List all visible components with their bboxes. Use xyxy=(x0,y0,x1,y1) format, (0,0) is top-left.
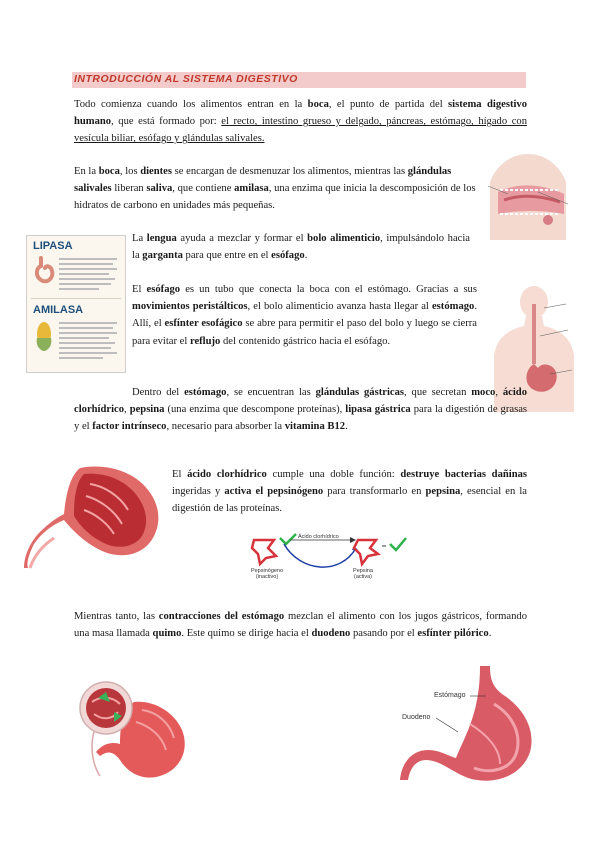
chyme-paragraph: Mientras tanto, las contracciones del estómago mezclan el alimento con los jugos gástricos, formando una masa llamada quimo. Este quimo se dirige hacia el duodeno pasando por el esfínter pilórico. xyxy=(74,611,528,640)
acid-label: Ácido clorhídrico xyxy=(298,534,339,540)
stomach-cutaway-illustration xyxy=(24,464,164,572)
stomach-icon xyxy=(33,256,55,284)
tongue-paragraph: La lengua ayuda a mezclar y formar el bolo alimenticio, impulsándolo hacia la garganta para que entre en el esófago. xyxy=(132,233,471,262)
pepsin-activation-diagram xyxy=(250,532,410,582)
stomach-paragraph: Dentro del estómago, se encuentran las glándulas gástricas, que secretan moco, ácido clorhídrico, pepsina (una enzima que descompone proteínas), lipasa gástrica para la digestión de grasas y el factor intrínseco, necesario para absorber la vitamina B12. xyxy=(74,387,528,433)
stomach-label: Estómago xyxy=(434,692,466,699)
amilasa-heading: AMILASA xyxy=(33,304,84,316)
pepsinogen-shape xyxy=(252,540,276,564)
enzymes-card xyxy=(26,235,126,373)
duodenum-label: Duodeno xyxy=(402,714,431,721)
pepsin-label: Pepsina (activa) xyxy=(353,568,373,580)
check-icon-2 xyxy=(390,538,406,550)
pepsin-shape xyxy=(354,540,378,564)
pepsinogen-label: Pepsinógeno (inactivo) xyxy=(250,568,284,580)
organs-list: el recto, intestino grueso y delgado, páncreas, estómago, hígado con vesícula biliar, esófago y glándulas salivales. xyxy=(74,116,527,145)
acid-paragraph: El ácido clorhídrico cumple una doble función: destruye bacterias dañinas ingeridas y activa el pepsinógeno para transformarlo en pepsina, esencial en la digestión de las proteínas. xyxy=(172,469,528,515)
mouth-illustration xyxy=(488,152,568,242)
page-title: INTRODUCCIÓN AL SISTEMA DIGESTIVO xyxy=(74,73,298,85)
check-icon xyxy=(280,534,296,544)
lipasa-heading: LIPASA xyxy=(33,240,73,252)
intro-paragraph: Todo comienza cuando los alimentos entran en la boca, el punto de partida del sistema digestivo humano, que está formado por: el recto, intestino grueso y delgado, páncreas, estómago, hígado con vesícula biliar, esófago y glándulas salivales. xyxy=(74,99,528,145)
stomach-duodenum-illustration xyxy=(396,664,546,792)
corn-icon xyxy=(33,320,55,352)
esophagus-paragraph: El esófago es un tubo que conecta la boca con el estómago. Gracias a sus movimientos peristálticos, el bolo alimenticio avanza hasta llegar al estómago. Allí, el esfínter esofágico se abre para permitir el paso del bolo y luego se cierra para evitar el reflujo del contenido gástrico hacia el esófago. xyxy=(132,284,478,347)
mouth-paragraph: En la boca, los dientes se encargan de desmenuzar los alimentos, mientras las glándulas salivales liberan saliva, que contiene amilasa, una enzima que inicia la descomposición de los hidratos de carbono en unidades más pequeñas. xyxy=(74,166,476,212)
pyloric-sphincter-illustration xyxy=(70,672,200,788)
